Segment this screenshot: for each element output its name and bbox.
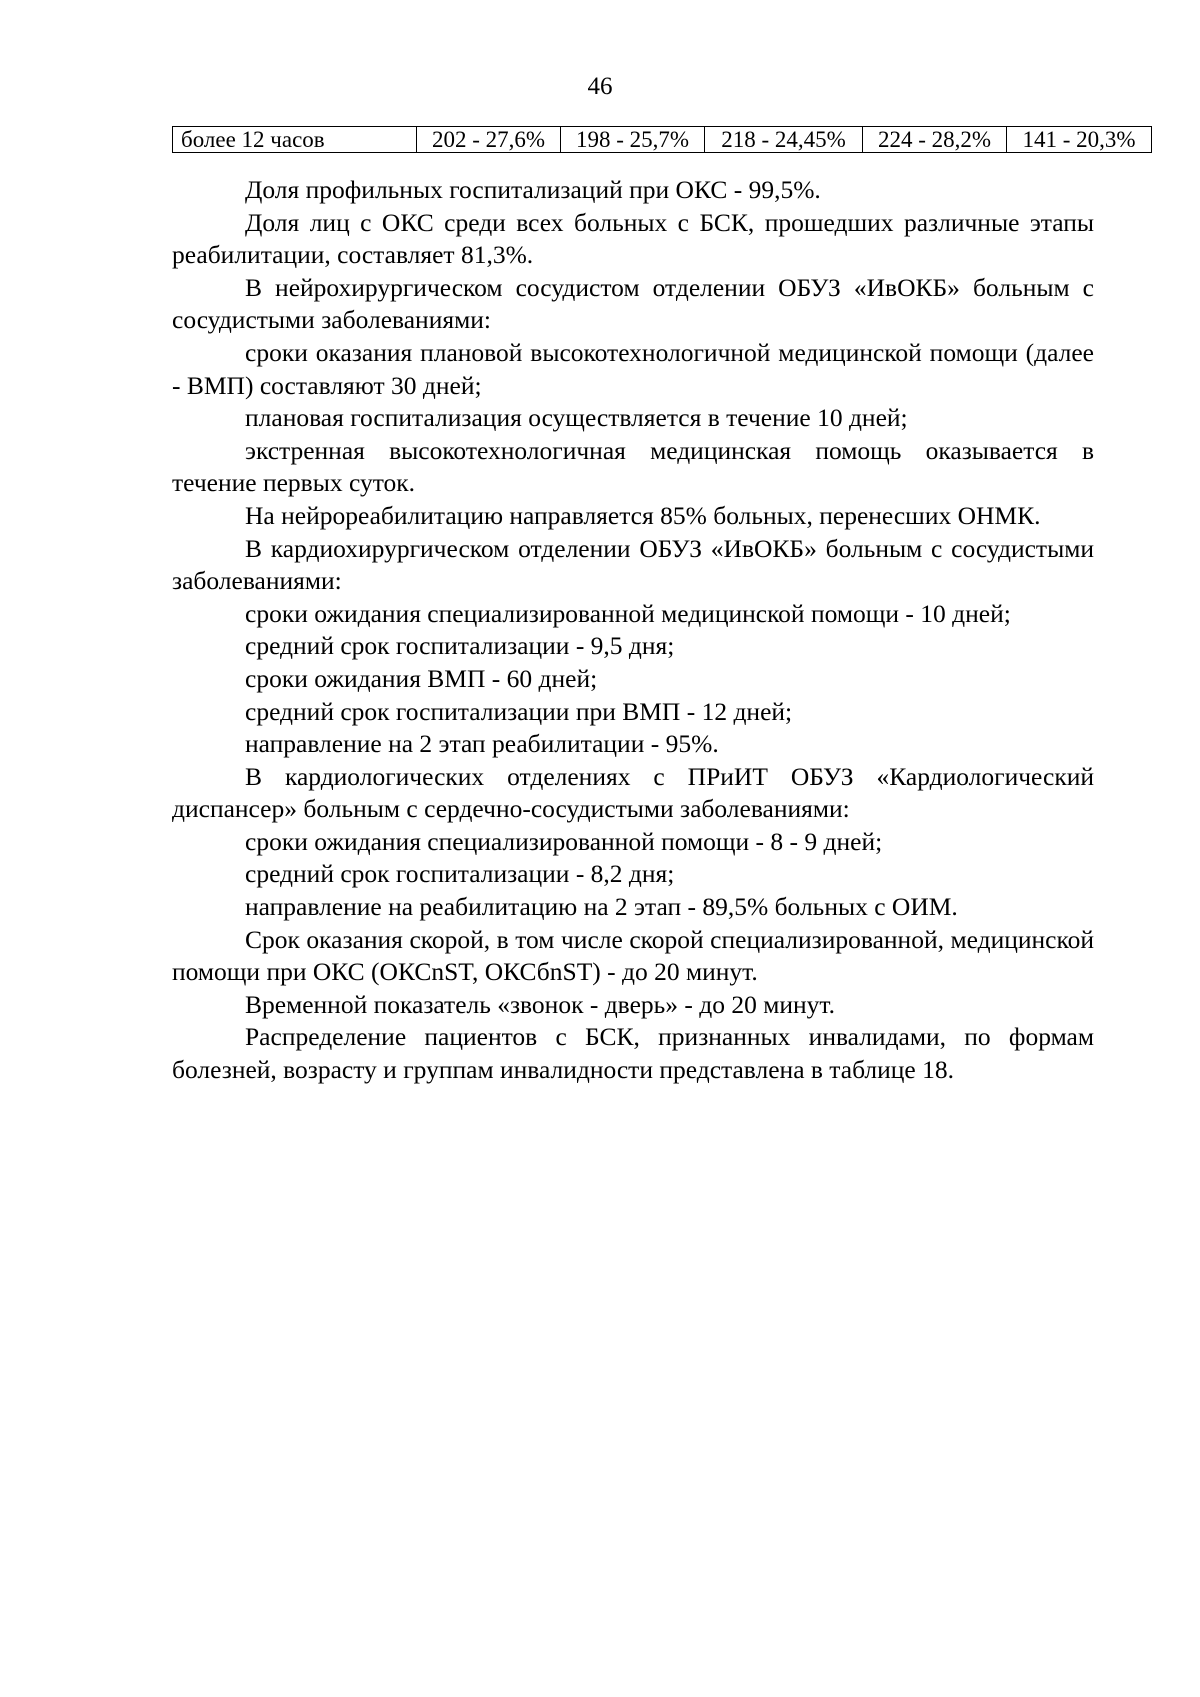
- value-cell-5: 141 - 20,3%: [1007, 127, 1152, 153]
- paragraph: В кардиологических отделениях с ПРиИТ ОБУЗ «Кардиологический диспансер» больным с сердечно-сосудистыми заболеваниями:: [172, 761, 1094, 824]
- value-cell-1: 202 - 27,6%: [417, 127, 561, 153]
- value-cell-2: 198 - 25,7%: [561, 127, 705, 153]
- paragraph: Распределение пациентов с БСК, признанных инвалидами, по формам болезней, возрасту и группам инвалидности представлена в таблице 18.: [172, 1022, 1094, 1085]
- value-cell-3: 218 - 24,45%: [705, 127, 863, 153]
- page-number: 46: [587, 73, 613, 100]
- paragraph: сроки ожидания специализированной помощи - 8 - 9 дней;: [245, 826, 883, 856]
- paragraph: На нейрореабилитацию направляется 85% больных, перенесших ОНМК.: [245, 500, 1041, 530]
- paragraph: средний срок госпитализации - 8,2 дня;: [245, 859, 675, 889]
- paragraph: направление на 2 этап реабилитации - 95%.: [245, 729, 719, 759]
- row-label-cell: более 12 часов: [173, 127, 417, 153]
- paragraph: Срок оказания скорой, в том числе скорой специализированной, медицинской помощи при ОКС (ОКСnST, ОКСбnST) - до 20 минут.: [172, 924, 1094, 987]
- paragraph: направление на реабилитацию на 2 этап - 89,5% больных с ОИМ.: [245, 892, 958, 922]
- paragraph: Доля профильных госпитализаций при ОКС - 99,5%.: [245, 175, 821, 204]
- paragraph: плановая госпитализация осуществляется в течение 10 дней;: [245, 403, 908, 433]
- paragraph: сроки оказания плановой высокотехнологичной медицинской помощи (далее - ВМП) составляют 30 дней;: [172, 337, 1094, 400]
- paragraph: сроки ожидания ВМП - 60 дней;: [245, 663, 598, 693]
- value-cell-4: 224 - 28,2%: [863, 127, 1007, 153]
- table-row: [173, 127, 1152, 153]
- paragraph: В кардиохирургическом отделении ОБУЗ «ИвОКБ» больным с сосудистыми заболеваниями:: [172, 533, 1094, 596]
- paragraph: средний срок госпитализации - 9,5 дня;: [245, 631, 675, 661]
- paragraph: Доля лиц с ОКС среди всех больных с БСК, прошедших различные этапы реабилитации, составляет 81,3%.: [172, 207, 1094, 270]
- body-text: [172, 174, 1094, 1087]
- paragraph: экстренная высокотехнологичная медицинская помощь оказывается в течение первых суток.: [172, 435, 1094, 498]
- paragraph: средний срок госпитализации при ВМП - 12 дней;: [245, 696, 793, 726]
- table-fragment: [172, 126, 1152, 153]
- paragraph: В нейрохирургическом сосудистом отделении ОБУЗ «ИвОКБ» больным с сосудистыми заболеваниями:: [172, 272, 1094, 335]
- paragraph: сроки ожидания специализированной медицинской помощи - 10 дней;: [245, 598, 1011, 628]
- paragraph: Временной показатель «звонок - дверь» - до 20 минут.: [245, 989, 836, 1019]
